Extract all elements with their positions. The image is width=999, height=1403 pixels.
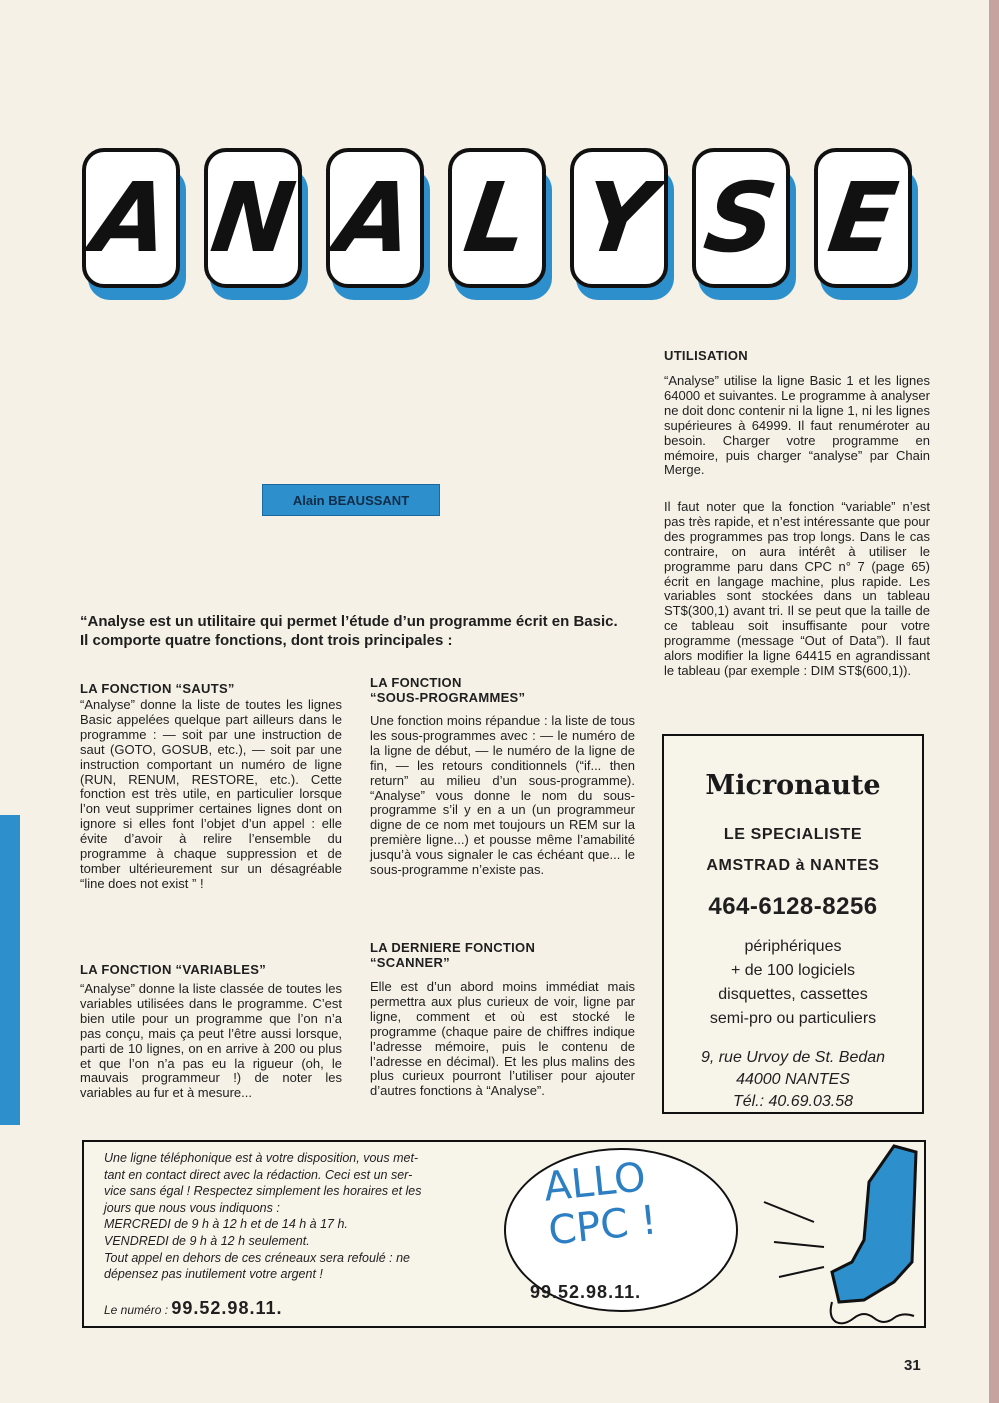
heading-line: “SCANNER” [370,955,450,970]
advertisement [662,734,924,1114]
heading-line: LA FONCTION [370,675,462,690]
ad-items [664,935,922,1031]
title-letter: A [85,162,177,274]
author-label: Alain BEAUSSANT [262,484,440,516]
title-letter-tile [82,148,182,298]
notice-line: VENDREDI de 9 h à 12 h seulement. [104,1233,310,1248]
title-letter-tile [692,148,792,298]
title-letter: N [204,162,302,274]
phone-line-box [82,1140,926,1328]
notice-line: MERCREDI de 9 h à 12 h et de 14 h à 17 h. [104,1217,348,1232]
section-text-sauts: “Analyse” donne la liste de toutes les lignes Basic appelées quelque part ailleurs dans le programme : — soit par une instruction de saut (GOTO, GOSUB, etc.), — soit par une instruction comportant un numéro de ligne (RUN, RENUM, RESTORE, etc.). Cette fonction est très utile, en particulier lorsque l’on veut supprimer certaines lignes dont on ignore si elles font l’objet d’un appel : elle évite d’avoir à relire l’ensemble du programme à chaque suppression et de tomber ultérieurement sur un désagréable “line does not exist ” ! [80,697,342,891]
allo-cpc-text [542,1155,659,1254]
section-heading-sousprog [370,675,635,705]
phone-number-label: Le numéro : [104,1303,169,1317]
title-banner [82,138,942,318]
telephone-handset-icon [744,1142,924,1328]
heading-line: “SOUS-PROGRAMMES” [370,690,526,705]
section-text-variables: “Analyse” donne la liste classée de toutes les variables utilisées dans le programme. C’est bien utile pour un programme que l’on n’a pas conçu, mais ça peut l’être aussi lorsque, parti de 10 lignes, on en arrive à 200 ou plus et que l’on n’a pas eu la rigueur (oh, le mauvais programmeur !) de noter les variables au fur et à mesure... [80,981,342,1101]
advertiser-logo: Micronaute [705,770,881,801]
title-letter-tile [570,148,670,298]
title-letter-tile [448,148,548,298]
speech-bubble [504,1148,738,1312]
title-letter: E [822,162,904,274]
ad-tagline-line: LE SPECIALISTE [723,826,863,843]
title-letter: A [329,162,421,274]
title-letter-tile [204,148,304,298]
section-heading-sauts: LA FONCTION “SAUTS” [80,681,235,696]
ad-address-line: 44000 NANTES [736,1071,850,1088]
notice-line: dépensez pas inutilement votre argent ! [104,1267,323,1282]
title-letter: S [698,162,784,274]
phone-notice [104,1150,484,1283]
intro-text [80,612,640,650]
intro-line: Il comporte quatre fonctions, dont trois principales : [80,632,453,649]
heading-line: LA DERNIERE FONCTION [370,940,536,955]
title-letter-tile [814,148,914,298]
ad-item: périphériques [744,938,842,955]
bubble-text-line: ALLO [541,1154,648,1211]
ad-item: + de 100 logiciels [730,962,856,979]
ad-phone: 464-6128-8256 [708,893,878,920]
section-text-sousprog: Une fonction moins répandue : la liste de tous les sous-programmes avec : — le numéro de la ligne de début, — le numéro de la ligne de fin, — les retours conditionnels (“if... then return” au milieu d’un sous-programme). “Analyse” vous donne le nom du sous-programme s’il y en a un (un programmeur digne de ce nom met toujours un REM sur la première ligne...) et pousse même l’amabilité jusqu’à vous signaler le cas échéant que... le sous-programme n’existe pas. [370,713,635,878]
page-edge [989,0,999,1403]
bubble-text-line: CPC ! [546,1197,660,1255]
section-heading-scanner [370,940,635,970]
title-letter: Y [576,162,662,274]
ad-address [664,1047,922,1113]
margin-tab [0,815,20,1125]
ad-item: disquettes, cassettes [718,986,868,1003]
bubble-phone-number: 99.52.98.11. [530,1282,642,1302]
notice-line: Une ligne téléphonique est à votre disposition, vous met- [104,1151,419,1165]
ad-item: semi-pro ou particuliers [709,1010,877,1027]
ad-tagline-line: AMSTRAD à NANTES [706,857,880,874]
notice-line: Tout appel en dehors de ces créneaux sera refoulé : ne [104,1250,410,1265]
title-letter-tile [326,148,426,298]
section-text-utilisation-1: “Analyse” utilise la ligne Basic 1 et les lignes 64000 et suivantes. Le programme à analyser ne doit donc contenir ni la ligne 1, ni les lignes supérieures à 64999. Il faut renuméroter au besoin. Charger votre programme en mémoire, puis charger “analyse” par Chain Merge. [664,373,930,478]
page-number: 31 [904,1357,921,1374]
title-letter: L [458,162,536,274]
notice-line: tant en contact direct avec la rédaction. Ceci est un ser- [104,1167,413,1182]
section-heading-variables: LA FONCTION “VARIABLES” [80,962,267,977]
section-heading-utilisation: UTILISATION [664,348,748,363]
ad-tagline [664,819,922,881]
section-text-utilisation-2: Il faut noter que la fonction “variable” n’est pas très rapide, et n’est intéressante que pour des programmes pas trop longs. Dans le cas contraire, on aura intérêt à utiliser le programme paru dans CPC n° 7 (page 65) écrit en langage machine, plus rapide. Les variables sont stockées dans un tableau ST$(300,1) avant tri. Il se peut que la taille de ce tableau soit insuffisante pour votre programme (message “Out of Data”). Il faut alors modifier la ligne 64415 en agrandissant le tableau (par exemple : DIM ST$(600,1)). [664,499,930,678]
section-text-scanner: Elle est d’un abord moins immédiat mais permettra aux plus curieux de voir, ligne par ligne, comment et où est stocké le programme (chaque paire de chiffres indique l’adresse mémoire, puis le contenu de l’adresse en décimal). Et les plus malins des plus curieux pourront l’utiliser pour ajouter d’autres fonctions à “Analyse”. [370,979,635,1099]
ad-address-line: Tél.: 40.69.03.58 [732,1093,854,1110]
notice-line: jours que nous vous indiquons : [104,1200,280,1215]
notice-line: vice sans égal ! Respectez simplement les horaires et les [104,1184,422,1199]
ad-address-line: 9, rue Urvoy de St. Bedan [700,1049,886,1066]
phone-number: 99.52.98.11. [171,1298,283,1318]
phone-number-line [104,1298,283,1319]
intro-line: “Analyse est un utilitaire qui permet l’étude d’un programme écrit en Basic. [80,613,618,630]
